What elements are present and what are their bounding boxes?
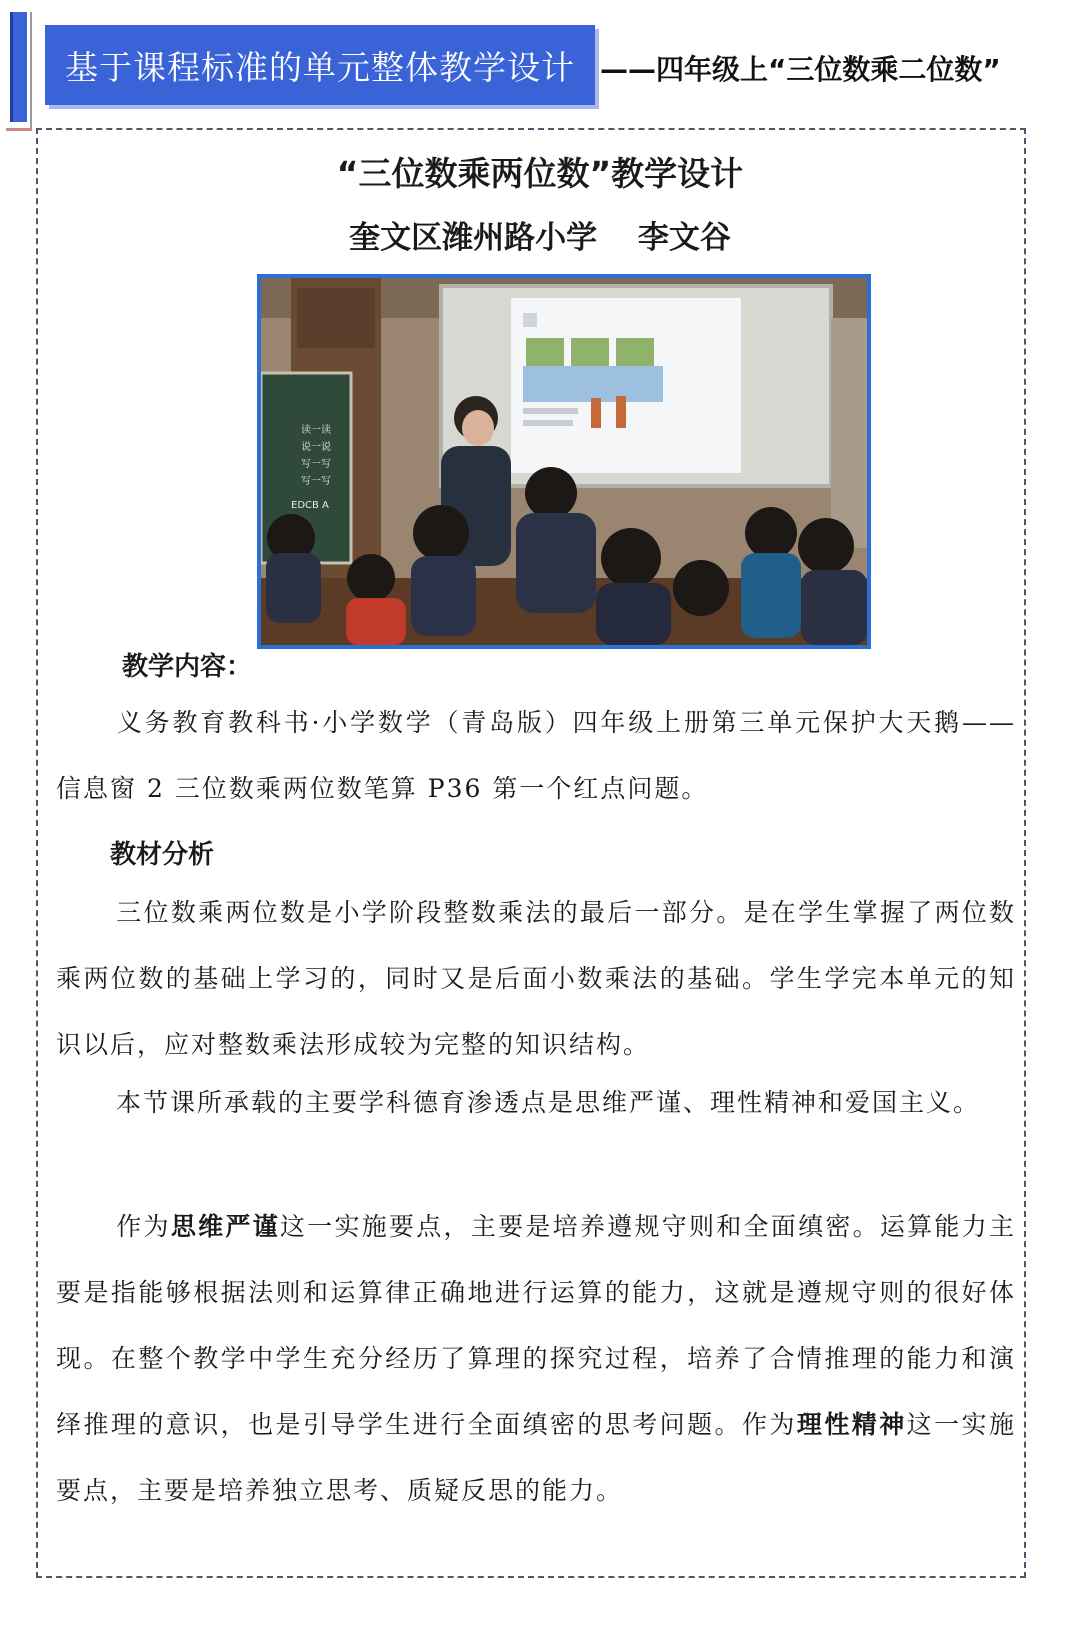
- header-accent-bar: [10, 12, 27, 122]
- classroom-photo: [257, 274, 871, 649]
- analysis-p3-bold-rational: 理性精神: [796, 1410, 907, 1439]
- banner: [45, 25, 595, 105]
- analysis-p3-pre: 作为: [116, 1212, 171, 1241]
- analysis-p3-post: 这一实施要点，主要是培养独立思考、质疑反思的能力。: [56, 1410, 1016, 1505]
- banner-title: 基于课程标准的单元整体教学设计: [65, 47, 575, 87]
- content-paragraph: [56, 690, 1016, 822]
- content-text: 义务教育教科书·小学数学（青岛版）四年级上册第三单元保护大天鹅——信息窗 2 三位数乘两位数笔算 P36 第一个红点问题。: [56, 708, 1016, 803]
- analysis-paragraph-2: [56, 1070, 1016, 1136]
- classroom-photo-illustration: [261, 278, 867, 645]
- analysis-heading: 教材分析: [110, 840, 215, 870]
- analysis-p3-bold-rigor: 思维严谨: [170, 1212, 280, 1241]
- document-author: 奎文区潍州路小学 李文谷: [349, 220, 731, 256]
- document-title: “三位数乘两位数”教学设计: [336, 154, 744, 193]
- header-accent-foot: [6, 128, 32, 131]
- analysis-paragraph-3: [56, 1194, 1016, 1524]
- analysis-p2-text: 本节课所承载的主要学科德育渗透点是思维严谨、理性精神和爱国主义。: [116, 1088, 981, 1117]
- banner-subtitle: ——四年级上“三位数乘二位数”: [600, 53, 1001, 86]
- blackboard-line-1: 读一读: [301, 425, 331, 436]
- analysis-p1-text: 三位数乘两位数是小学阶段整数乘法的最后一部分。是在学生掌握了两位数乘两位数的基础上学习的，同时又是后面小数乘法的基础。学生学完本单元的知识以后，应对整数乘法形成较为完整的知识结构。: [56, 898, 1016, 1059]
- blackboard-line-4: 写一写: [301, 476, 331, 487]
- blackboard-letters: EDCB A: [291, 500, 329, 511]
- analysis-paragraph-1: [56, 880, 1016, 1078]
- header-accent-line: [30, 12, 32, 130]
- content-heading: 教学内容：: [122, 652, 253, 682]
- analysis-p3-mid: 这一实施要点，主要是培养遵规守则和全面缜密。运算能力主要是指能够根据法则和运算律正确地进行运算的能力，这就是遵规守则的很好体现。在整个教学中学生充分经历了算理的探究过程，培养了合情推理的能力和演绎推理的意识，也是引导学生进行全面缜密的思考问题。作为: [56, 1212, 1016, 1439]
- blackboard-line-2: 说一说: [301, 442, 331, 453]
- blackboard-line-3: 写一写: [301, 459, 331, 470]
